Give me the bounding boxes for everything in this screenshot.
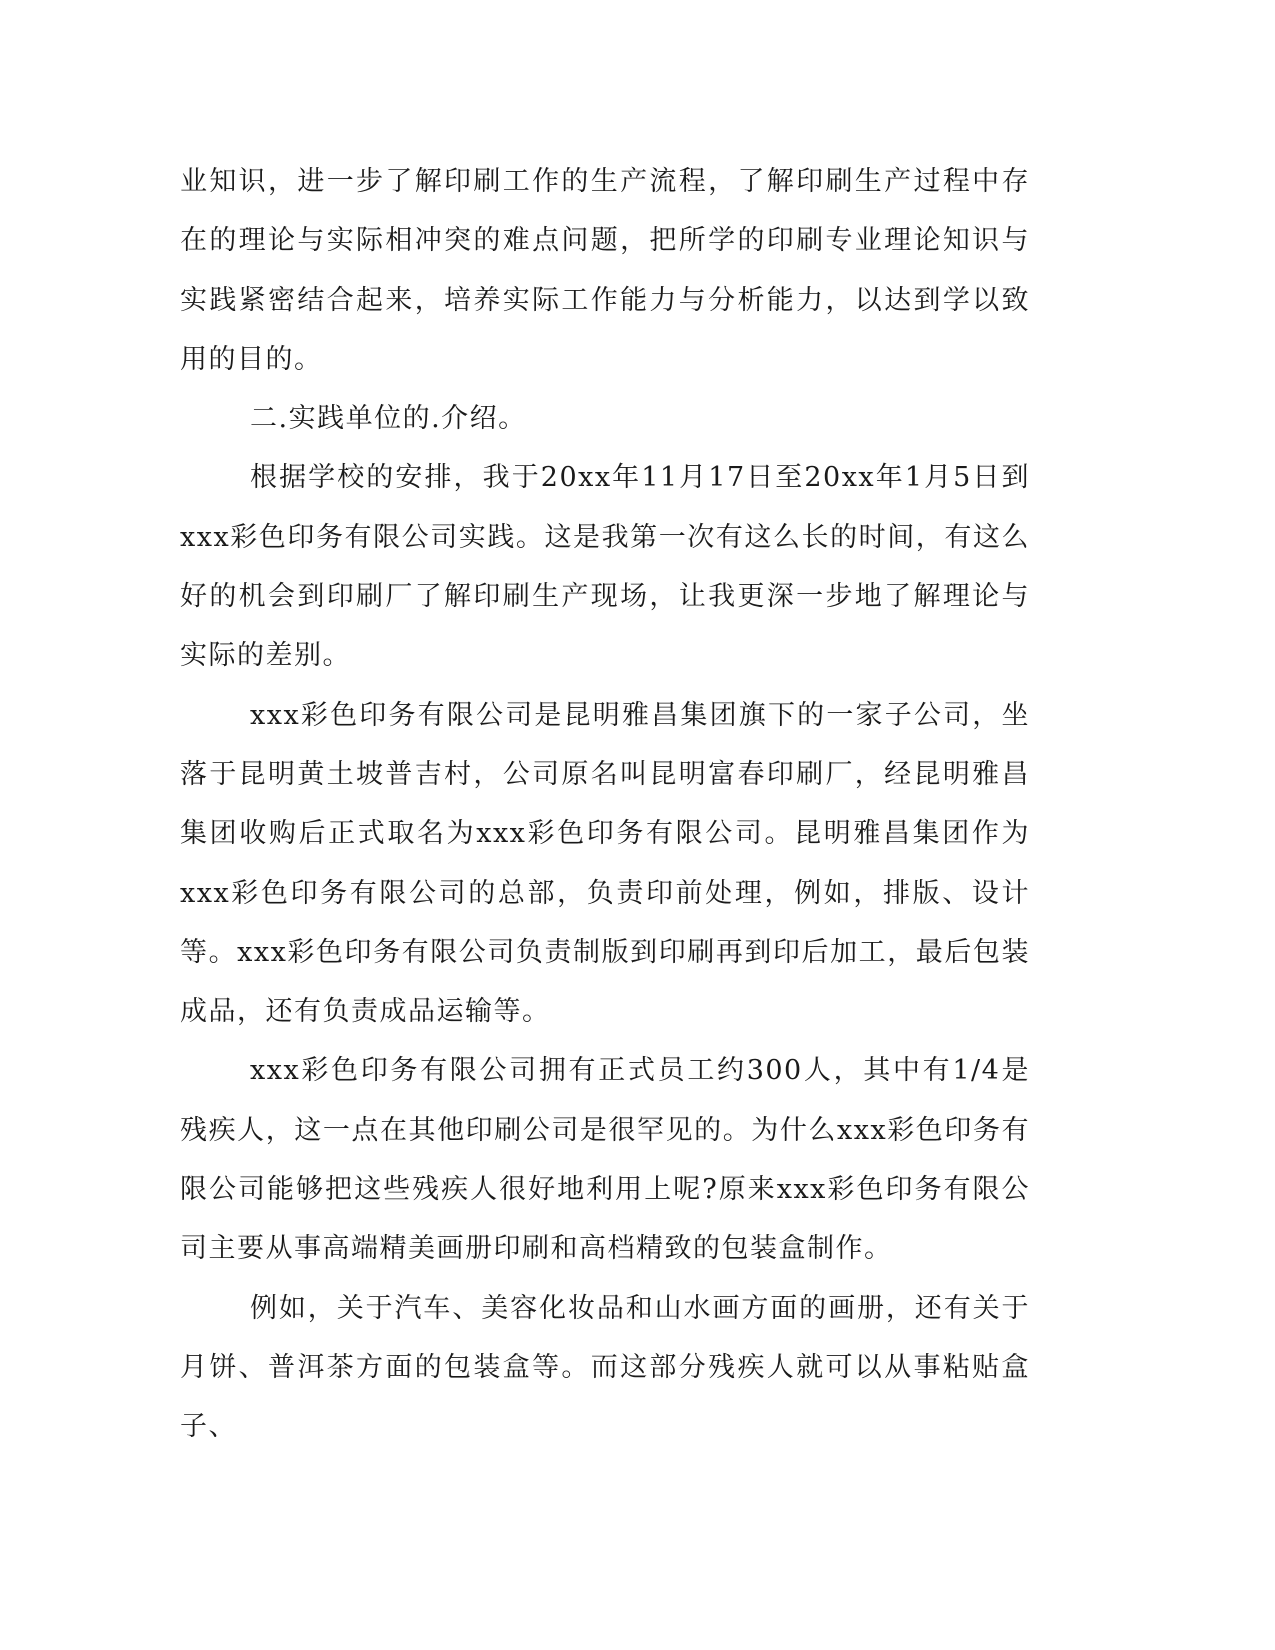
paragraph-5: 例如，关于汽车、美容化妆品和山水画方面的画册，还有关于月饼、普洱茶方面的包装盒等。而这部分残疾人就可以从事粘贴盒子、 — [180, 1292, 1030, 1443]
paragraph-3: xxx彩色印务有限公司是昆明雅昌集团旗下的一家子公司，坐落于昆明黄土坡普吉村，公司原名叫昆明富春印刷厂，经昆明雅昌集团收购后正式取名为xxx彩色印务有限公司。昆明雅昌集团作为xxx彩色印务有限公司的总部，负责印前处理，例如，排版、设计等。xxx彩色印务有限公司负责制版到印刷再到印后加工，最后包装成品，还有负责成品运输等。 — [180, 699, 1030, 1028]
document-body — [180, 152, 1030, 1457]
paragraph-2: 根据学校的安排，我于20xx年11月17日至20xx年1月5日到xxx彩色印务有限公司实践。这是我第一次有这么长的时间，有这么好的机会到印刷厂了解印刷生产现场，让我更深一步地了解理论与实际的差别。 — [180, 462, 1030, 672]
paragraph-4: xxx彩色印务有限公司拥有正式员工约300人，其中有1/4是残疾人，这一点在其他印刷公司是很罕见的。为什么xxx彩色印务有限公司能够把这些残疾人很好地利用上呢?原来xxx彩色印务有限公司主要从事高端精美画册印刷和高档精致的包装盒制作。 — [180, 1055, 1030, 1265]
paragraph-1: 业知识，进一步了解印刷工作的生产流程，了解印刷生产过程中存在的理论与实际相冲突的难点问题，把所学的印刷专业理论知识与实践紧密结合起来，培养实际工作能力与分析能力，以达到学以致用的目的。 — [180, 166, 1030, 375]
section-heading: 二.实践单位的.介绍。 — [250, 403, 527, 435]
